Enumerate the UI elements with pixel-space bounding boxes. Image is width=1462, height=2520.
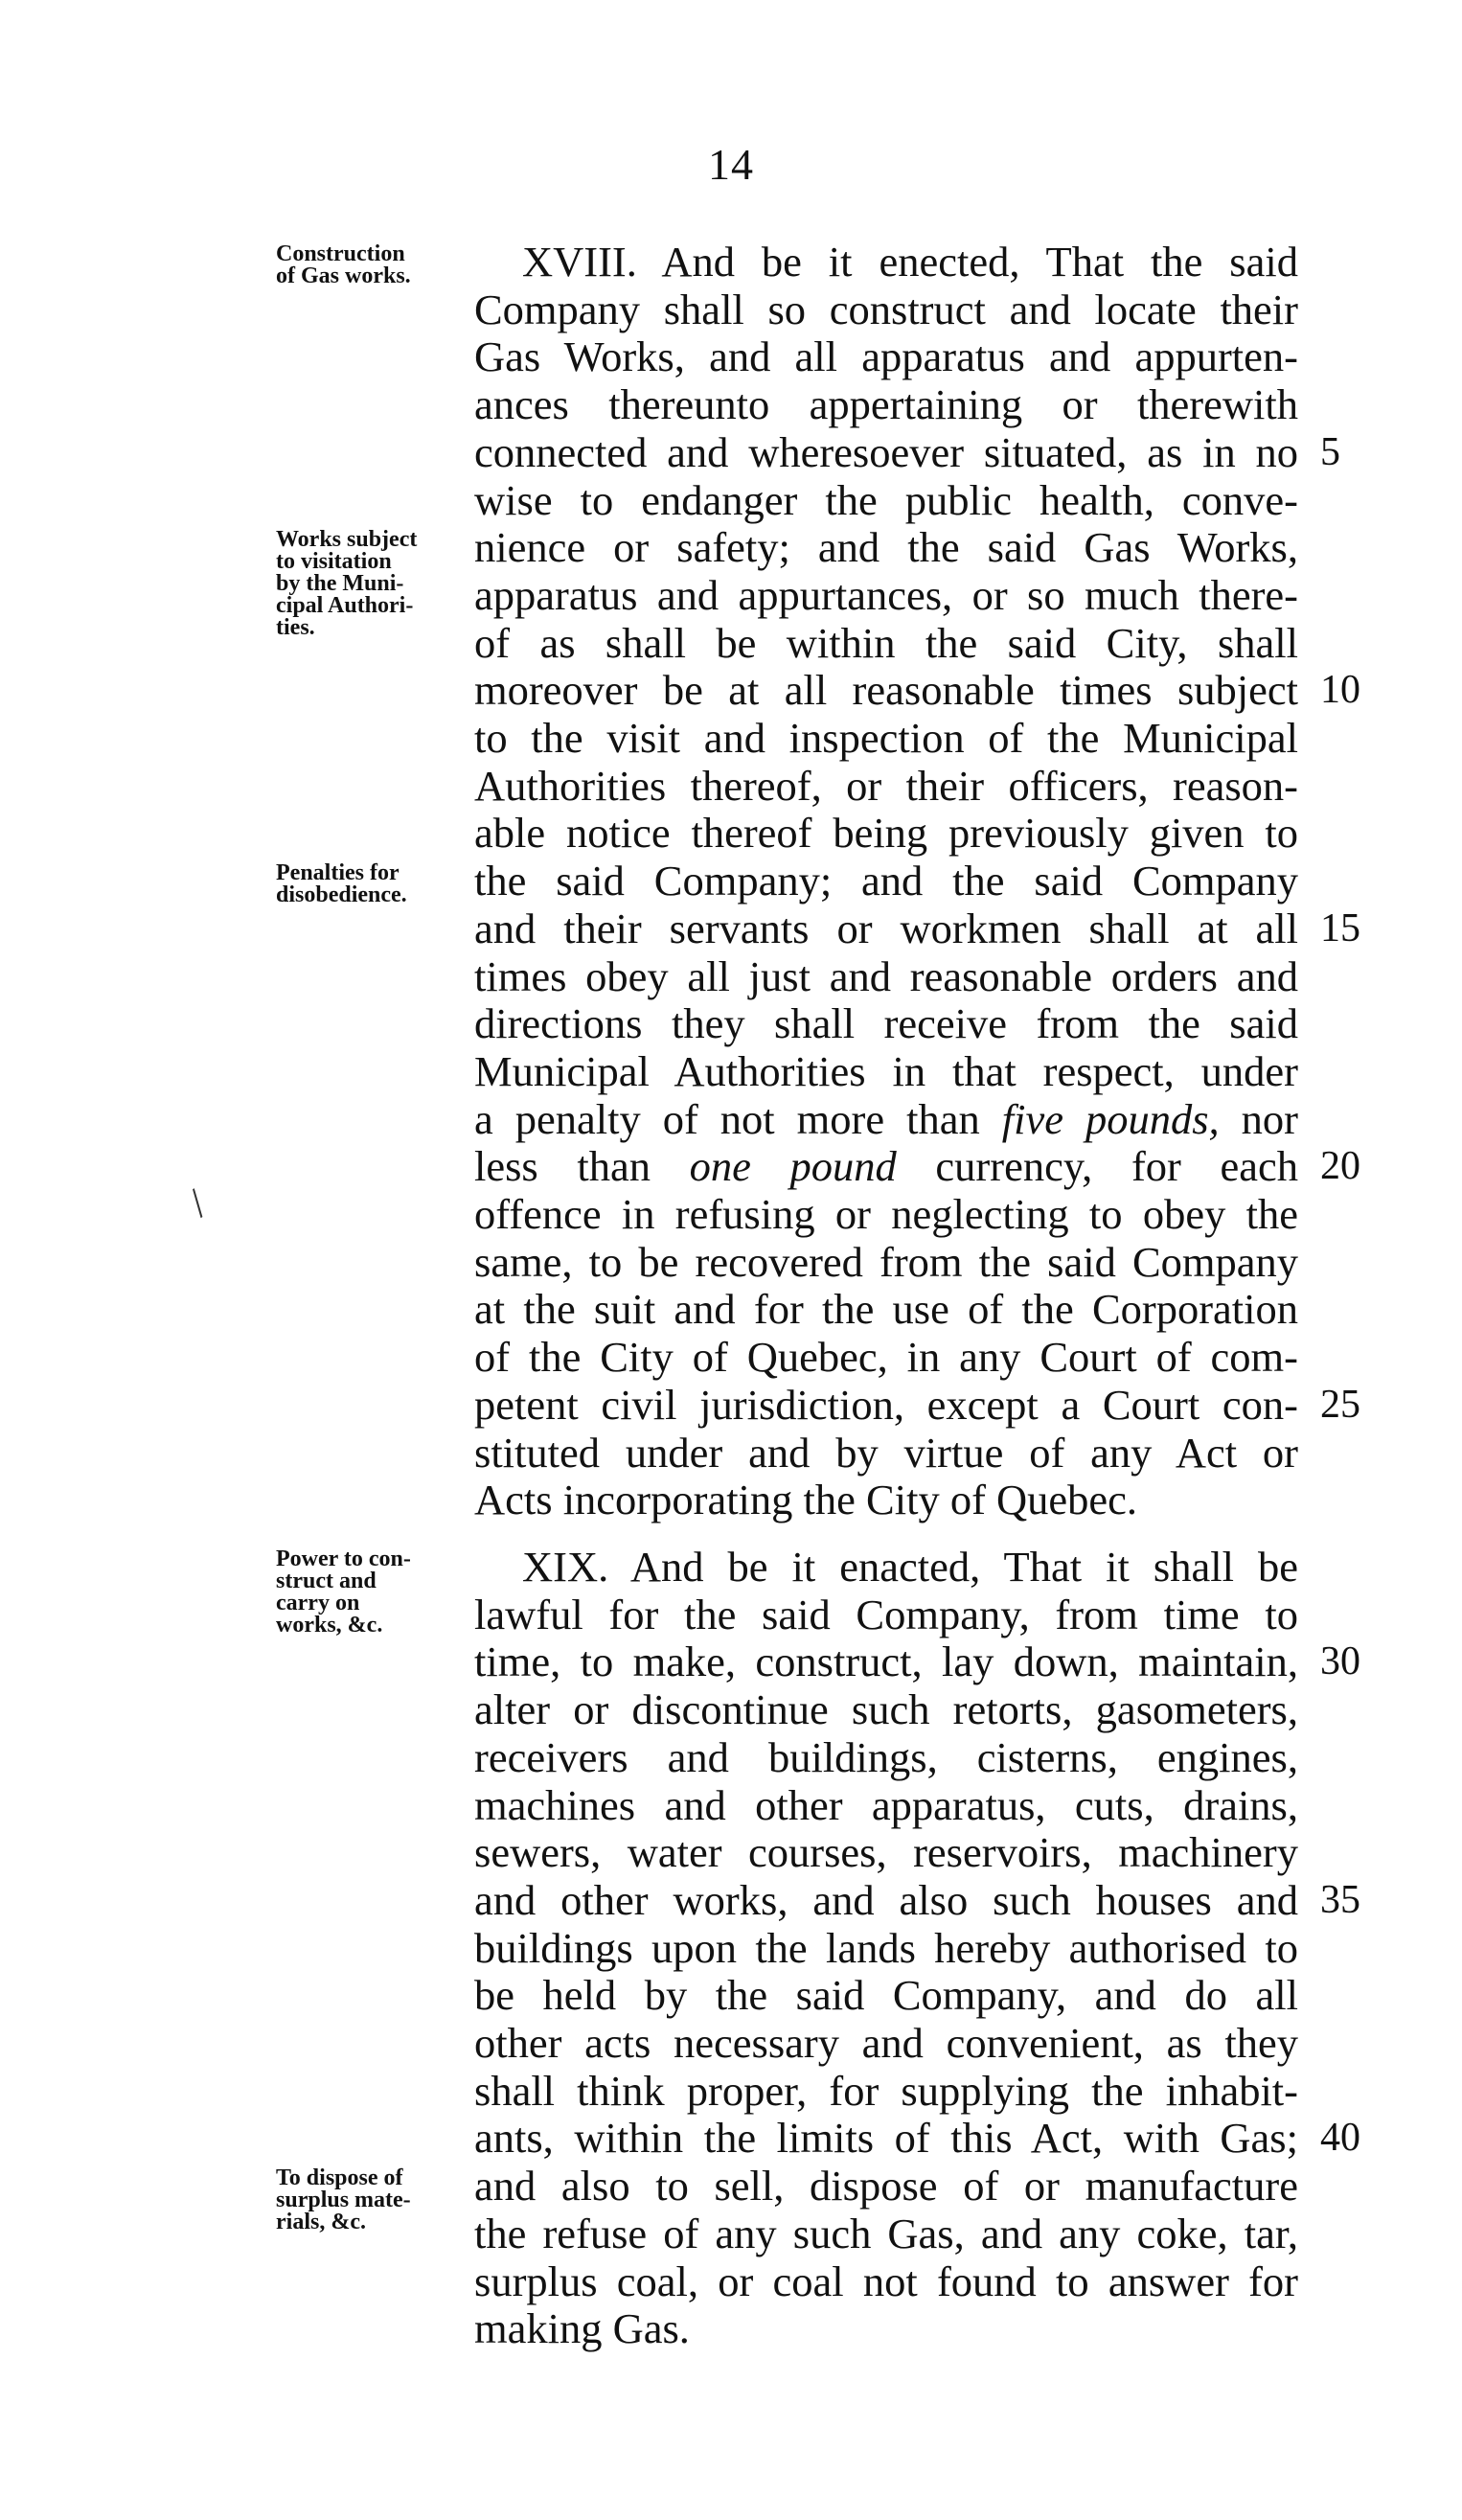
line-text: moreover be at all reasonable times subject	[474, 666, 1298, 715]
text-line	[474, 428, 1298, 476]
text-line	[474, 1971, 1298, 2019]
text-line	[474, 1638, 1298, 1685]
marginal-note-line: rials, &c.	[276, 2210, 366, 2235]
line-number: 30	[1320, 1639, 1360, 1684]
text-line	[474, 1095, 1298, 1143]
text-line	[474, 619, 1298, 667]
text-line	[474, 2114, 1298, 2162]
line-number: 35	[1320, 1877, 1360, 1922]
marginal-note-line: disobedience.	[276, 882, 407, 908]
line-text: alter or discontinue such retorts, gasometers,	[474, 1685, 1298, 1734]
line-number: 40	[1320, 2116, 1360, 2161]
section-number: XVIII.	[522, 238, 662, 286]
line-text: and also to sell, dispose of or manufacture	[474, 2162, 1298, 2211]
line-text: times obey all just and reasonable orders and	[474, 951, 1298, 1000]
line-text: Acts incorporating the City of Quebec.	[474, 1476, 1138, 1524]
text-line	[474, 2162, 1298, 2210]
line-text: and other works, and also such houses and	[474, 1875, 1298, 1924]
text-line	[474, 476, 1298, 524]
marginal-note-line: cipal Authori-	[276, 593, 414, 619]
page-number: 14	[708, 140, 754, 189]
text-line	[474, 286, 1298, 333]
line-text: of the City of Quebec, in any Court of com-	[474, 1333, 1298, 1382]
line-text: of as shall be within the said City, shall	[474, 618, 1298, 667]
text-line	[474, 571, 1298, 619]
line-number: 20	[1320, 1144, 1360, 1189]
text-line	[474, 762, 1298, 810]
marginal-note	[276, 529, 463, 639]
text-line	[474, 1685, 1298, 1733]
line-text: surplus coal, or coal not found to answer for	[474, 2257, 1298, 2305]
line-number: 25	[1320, 1382, 1360, 1427]
line-text: machines and other apparatus, cuts, drains,	[474, 1780, 1298, 1829]
text-line	[474, 1238, 1298, 1286]
marginal-note-line: Construction	[276, 241, 405, 266]
line-text: buildings upon the lands hereby authorised to	[474, 1923, 1298, 1972]
line-text: able notice thereof being previously given to	[474, 809, 1298, 858]
line-text: the refuse of any such Gas, and any coke, tar,	[474, 2209, 1298, 2257]
line-text: lawful for the said Company, from time to	[474, 1590, 1298, 1638]
line-text: wise to endanger the public health, conve-	[474, 475, 1298, 524]
text-line	[474, 857, 1298, 905]
text-line	[474, 1381, 1298, 1429]
line-text: sewers, water courses, reservoirs, machinery	[474, 1828, 1298, 1877]
marginal-note-line: by the Muni-	[276, 571, 404, 597]
marginal-note-line: carry on	[276, 1591, 360, 1615]
text-line	[474, 999, 1298, 1047]
section-number: XIX.	[522, 1543, 630, 1591]
text-line	[474, 1285, 1298, 1333]
line-text: other acts necessary and convenient, as they	[474, 2019, 1298, 2067]
marginal-note-line: Power to con-	[276, 1546, 411, 1571]
line-text: at the suit and for the use of the Corporation	[474, 1285, 1298, 1334]
line-text: shall think proper, for supplying the inhabit-	[474, 2066, 1298, 2115]
line-text: ants, within the limits of this Act, with Gas;	[474, 2114, 1298, 2163]
line-text: the said Company; and the said Company	[474, 857, 1298, 905]
line-text: receivers and buildings, cisterns, engines,	[474, 1732, 1298, 1781]
marginal-note	[276, 862, 463, 906]
line-number: 5	[1320, 429, 1340, 474]
line-text: And be it enected, That the said	[661, 238, 1298, 286]
text-line	[474, 1476, 1298, 1523]
line-text: less than one pound currency, for each	[474, 1142, 1298, 1191]
text-line	[474, 2019, 1298, 2067]
text-line	[474, 1876, 1298, 1924]
line-number: 15	[1320, 905, 1360, 951]
text-line	[474, 714, 1298, 762]
text-line	[474, 380, 1298, 428]
marginal-note-line: of Gas works.	[276, 263, 411, 288]
marginal-note-line: To dispose of	[276, 2165, 403, 2191]
line-text: to the visit and inspection of the Municipal	[474, 714, 1298, 762]
marginal-note-line: to visitation	[276, 549, 392, 575]
text-line	[474, 2304, 1298, 2352]
text-line	[474, 1591, 1298, 1638]
text-line	[474, 1733, 1298, 1781]
marginal-note-line: works, &c.	[276, 1613, 383, 1638]
line-text: connected and wheresoever situated, as in no	[474, 427, 1298, 476]
text-line	[474, 905, 1298, 952]
marginal-note-line: Works subject	[276, 527, 418, 553]
text-line	[474, 1190, 1298, 1238]
line-text: a penalty of not more than five pounds, nor	[474, 1094, 1298, 1143]
text-line	[522, 238, 1298, 286]
line-text: And be it enacted, That it shall be	[629, 1543, 1298, 1591]
line-text: same, to be recovered from the said Company	[474, 1237, 1298, 1286]
text-line	[474, 2257, 1298, 2305]
text-line	[522, 1543, 1298, 1591]
line-text: apparatus and appurtances, or so much there-	[474, 570, 1298, 619]
line-text: time, to make, construct, lay down, maintain,	[474, 1638, 1298, 1686]
marginal-note-line: surplus mate-	[276, 2188, 411, 2213]
text-line	[474, 332, 1298, 380]
text-line	[474, 2067, 1298, 2115]
line-text: petent civil jurisdiction, except a Court con-	[474, 1380, 1298, 1429]
text-line	[474, 952, 1298, 1000]
stray-mark: /	[179, 1180, 217, 1226]
line-text: and their servants or workmen shall at all	[474, 904, 1298, 952]
text-line	[474, 1781, 1298, 1829]
line-text: Municipal Authorities in that respect, under	[474, 1046, 1298, 1095]
line-text: be held by the said Company, and do all	[474, 1971, 1298, 2020]
text-line	[474, 2210, 1298, 2257]
line-text: directions they shall receive from the said	[474, 999, 1298, 1048]
line-text: Gas Works, and all apparatus and appurten-	[474, 332, 1298, 381]
marginal-note	[276, 243, 463, 287]
text-line	[474, 1047, 1298, 1095]
marginal-note	[276, 2167, 463, 2234]
line-text: offence in refusing or neglecting to obey the	[474, 1190, 1298, 1238]
marginal-note	[276, 1548, 463, 1637]
line-text: nience or safety; and the said Gas Works,	[474, 523, 1298, 572]
line-text: Authorities thereof, or their officers, reason-	[474, 761, 1298, 810]
text-line	[474, 523, 1298, 571]
text-line	[474, 1828, 1298, 1876]
text-line	[474, 666, 1298, 714]
text-line	[474, 1429, 1298, 1477]
line-text: ances thereunto appertaining or therewith	[474, 380, 1298, 429]
text-line	[474, 1333, 1298, 1381]
line-number: 10	[1320, 668, 1360, 713]
marginal-note-line: ties.	[276, 615, 315, 641]
line-text: stituted under and by virtue of any Act or	[474, 1428, 1298, 1477]
line-text: Company shall so construct and locate their	[474, 285, 1298, 333]
text-line	[474, 809, 1298, 857]
marginal-note-line: struct and	[276, 1569, 377, 1593]
line-text: making Gas.	[474, 2304, 690, 2353]
text-line	[474, 1924, 1298, 1972]
text-line	[474, 1142, 1298, 1190]
marginal-note-line: Penalties for	[276, 860, 400, 886]
